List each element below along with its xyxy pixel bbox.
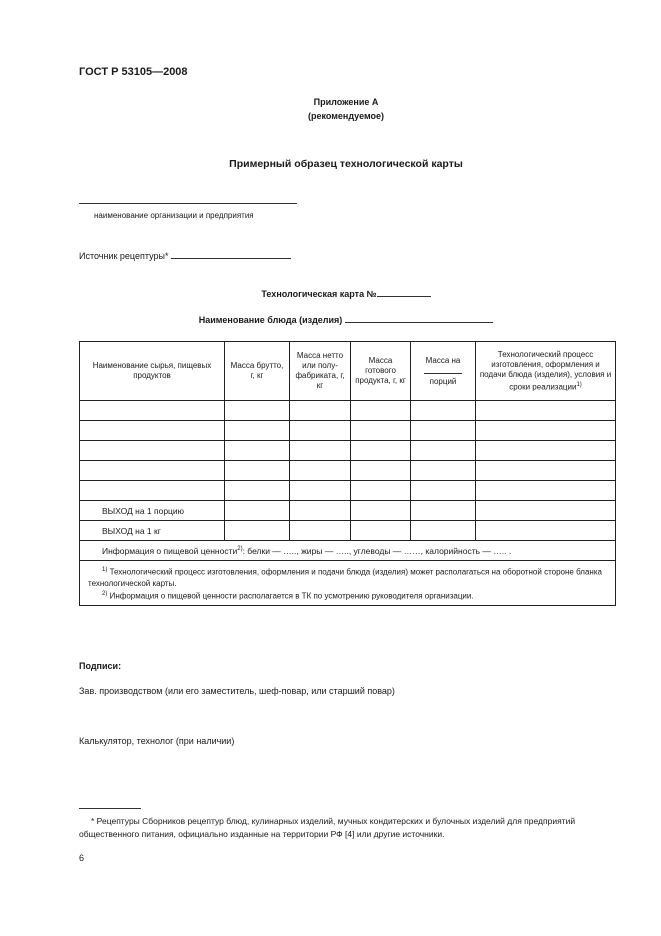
nutrition-row: [80, 541, 616, 561]
nutrition-label: Информация о пищевой ценности: [102, 545, 238, 556]
tech-card-number-blank: [377, 287, 431, 297]
portions-label: порций: [429, 376, 457, 386]
org-name-line: [79, 203, 297, 204]
table-note-1-mark: 1): [102, 567, 108, 573]
table-notes: [80, 561, 616, 606]
col-header-gross-mass: Масса брутто, г, кг: [225, 342, 290, 401]
dish-name-blank: [345, 313, 493, 323]
table-row: [80, 461, 616, 481]
col-header-process: [476, 342, 616, 401]
tech-card-title-label: Технологическая карта №: [261, 289, 377, 299]
page-number: 6: [79, 853, 85, 863]
output-kg-label: ВЫХОД на 1 кг: [80, 521, 225, 541]
annex-status: (рекомендуемое): [308, 111, 384, 121]
output-portion-label: ВЫХОД на 1 порцию: [80, 501, 225, 521]
col-header-ingredients: Наименование сырья, пищевых продуктов: [80, 342, 225, 401]
table-row: [80, 441, 616, 461]
table-row: [80, 401, 616, 421]
table-note-2: [88, 589, 609, 602]
signature-line-production-head: Зав. производством (или его заместитель, шеф-повар, или старший повар): [79, 686, 395, 696]
tech-card-title: [0, 287, 661, 299]
page-title: Примерный образец технологической карты: [229, 158, 463, 170]
table-note-1-text: Технологический процесс изготовления, оформления и подачи блюда (изделия) может располагаться на оборотной стороне бланка технологической карты.: [88, 567, 602, 588]
annex-heading: [0, 95, 661, 123]
table-note-2-mark: 2): [102, 590, 108, 597]
footnote-separator: [79, 808, 141, 809]
notes-row: [80, 561, 616, 606]
portions-count-blank: [424, 366, 462, 374]
document-code: ГОСТ Р 53105—2008: [79, 66, 188, 78]
table-row: [80, 481, 616, 501]
nutrition-info: [80, 541, 616, 561]
table-note-1: [88, 565, 609, 589]
table-note-2-text: Информация о пищевой ценности располагается в ТК по усмотрению руководителя организации.: [109, 591, 474, 601]
output-kg-row: [80, 521, 616, 541]
portions-mass-label: Масса на: [425, 355, 461, 365]
table-header-row: [80, 342, 616, 401]
table-row: [80, 421, 616, 441]
footnote: * Рецептуры Сборников рецептур блюд, кулинарных изделий, мучных кондитерских и булочных изделий для предприятий общественного питания, официально изданные на территории РФ [4] или другие источники.: [79, 816, 576, 839]
nutrition-note-mark: 2): [237, 545, 243, 552]
nutrition-values: : белки — ….., жиры — ….., углеводы — ……, калорийность — ….. .: [242, 545, 512, 556]
dish-name-label: Наименование блюда (изделия): [198, 315, 343, 325]
col-header-product-mass: Масса готового продукта, г, кг: [351, 342, 411, 401]
output-portion-row: [80, 501, 616, 521]
org-name-caption: наименование организации и предприятия: [94, 211, 254, 220]
signature-line-calculator: Калькулятор, технолог (при наличии): [79, 736, 235, 746]
annex-title: Приложение А: [313, 97, 379, 107]
recipe-source-blank: [171, 249, 291, 259]
dish-name: [0, 313, 661, 325]
tech-card-table: [79, 341, 616, 606]
process-header-note: 1): [576, 381, 582, 388]
col-header-net-mass: Масса нетто или полу-фабриката, г, кг: [290, 342, 351, 401]
recipe-source-label: Источник рецептуры*: [79, 251, 169, 261]
process-header-text: Технологический процесс изготовления, оформления и подачи блюда (изделия), условия и сроки реализации: [479, 349, 612, 392]
col-header-portions-mass: [411, 342, 476, 401]
recipe-source: [79, 249, 291, 261]
signatures-title: Подписи:: [79, 661, 122, 671]
